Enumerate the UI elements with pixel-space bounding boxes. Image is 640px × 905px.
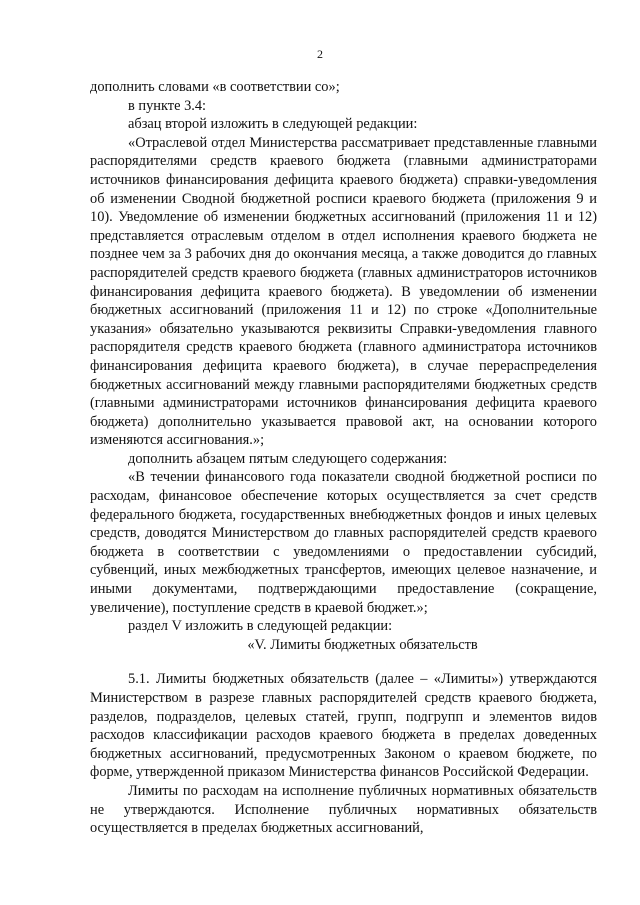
document-body xyxy=(90,78,597,838)
paragraph-limits-public: Лимиты по расходам на исполнение публичных нормативных обязательств не утверждаются. Исполнение публичных нормативных обязательств осуществляется в пределах бюджетных ассигнований, xyxy=(90,782,597,837)
paragraph-point-3-4: в пункте 3.4: xyxy=(128,97,207,114)
paragraph-during-year: «В течении финансового года показатели сводной бюджетной росписи по расходам, финансовое обеспечение которых осуществляется за счет средств федерального бюджета, государственных внебюджетных фондов и иных целевых средств, доводятся Министерством до главных распорядителей средств краевого бюджета в соответствии с уведомлениями о предоставлении субсидий, субвенций, иных межбюджетных трансфертов, имеющих целевое назначение, и иными документами, подтверждающими предоставление (сокращение, увеличение), поступление средств в краевой бюджет.»; xyxy=(90,469,597,616)
paragraph-section-v: раздел V изложить в следующей редакции: xyxy=(128,618,393,635)
spacer xyxy=(90,654,597,670)
paragraph-industry-department: «Отраслевой отдел Министерства рассматривает представленные главными распорядителями средств краевого бюджета (главными администраторами источников финансирования дефицита краевого бюджета) справки-уведомления об изменении Сводной бюджетной росписи краевого бюджета (приложения 9 и 10). Уведомление об изменении бюджетных ассигнований (приложения 11 и 12) представляется отраслевым отделом в отдел исполнения краевого бюджета не позднее чем за 3 рабочих дня до окончания месяца, а также доводится до главных распорядителей средств краевого бюджета (главных администраторов источников финансирования дефицита краевого бюджета). В уведомлении об изменении бюджетных ассигнований (приложения 11 и 12) по строке «Дополнительные указания» обязательно указываются реквизиты Справки-уведомления главного распорядителя средств краевого бюджета (главного администратора источников финансирования дефицита краевого бюджета), в случае перераспределения бюджетных ассигнований между главными распорядителями бюджетных средств (главными администраторами источников финансирования дефицита краевого бюджета) дополнительно указывается правовой акт, на основании которого изменяются ассигнования.»; xyxy=(90,134,597,449)
section-heading: «V. Лимиты бюджетных обязательств xyxy=(247,636,478,653)
paragraph-add-words: дополнить словами «в соответствии со»; xyxy=(90,79,340,95)
page-number: 2 xyxy=(317,47,323,61)
paragraph-5-1: 5.1. Лимиты бюджетных обязательств (далее – «Лимиты») утверждаются Министерством в разрезе главных распорядителей средств краевого бюджета, разделов, подразделов, целевых статей, групп, подгрупп и элементов видов расходов классификации расходов краевого бюджета в пределах доведенных бюджетных ассигнований, предусмотренных Законом о краевом бюджете, по форме, утвержденной приказом Министерства финансов Российской Федерации. xyxy=(90,671,597,781)
paragraph-second-abzac: абзац второй изложить в следующей редакции: xyxy=(128,116,418,133)
paragraph-add-fifth: дополнить абзацем пятым следующего содержания: xyxy=(128,450,448,467)
